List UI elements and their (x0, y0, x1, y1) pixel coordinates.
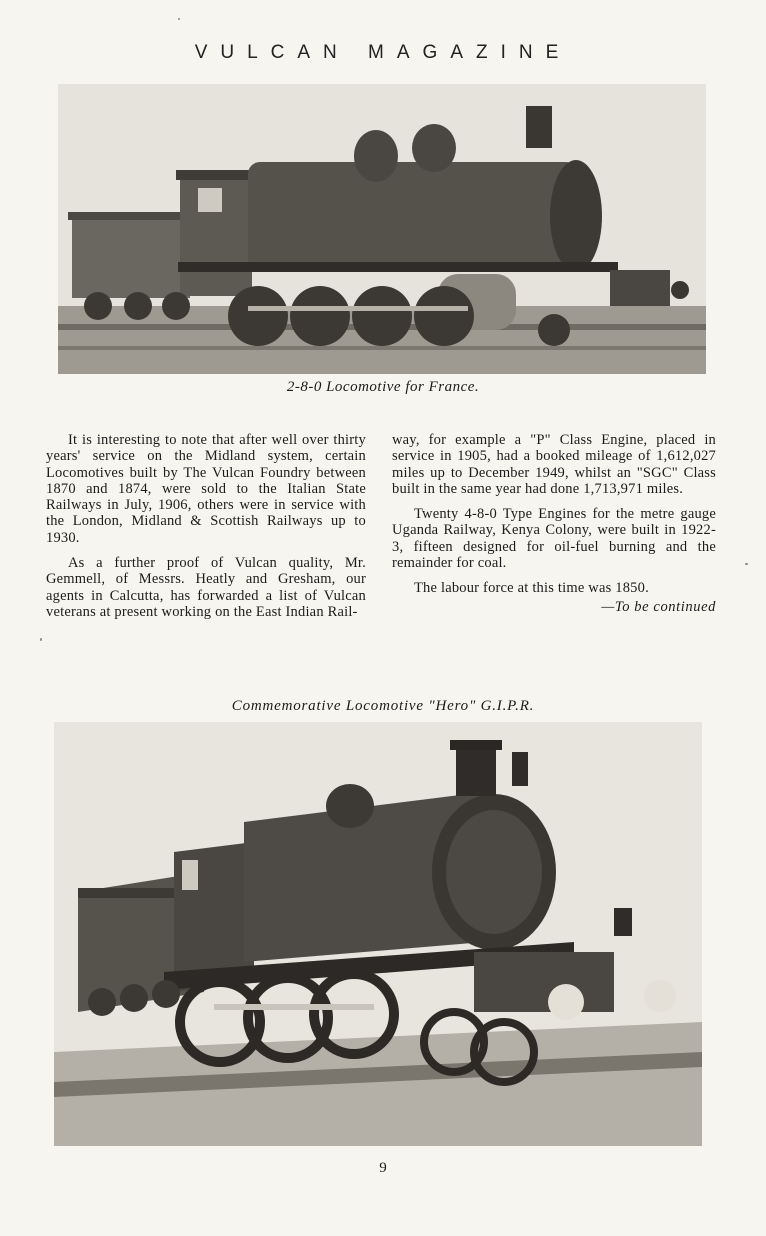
locomotive-photo-france (58, 84, 706, 374)
article-column-left (46, 432, 366, 629)
dust-speck (178, 18, 180, 20)
article-paragraph: As a further proof of Vulcan quality, Mr. Gemmell, of Messrs. Heatly and Gresham, our agents in Calcutta, has forwarded a list of Vulcan veterans at present working on the East Indian Rail- (46, 555, 366, 620)
locomotive-photo-hero (54, 722, 702, 1146)
dust-speck (745, 563, 748, 565)
article-column-right (392, 432, 716, 615)
dust-speck (40, 638, 42, 641)
article-paragraph: way, for example a "P" Class Engine, placed in service in 1905, had a booked mileage of 1,612,027 miles up to December 1949, whilst an "SGC" Class built in the same year had done 1,713,971 miles. (392, 432, 716, 497)
photo-caption-france: 2-8-0 Locomotive for France. (286, 379, 480, 395)
photo-caption-hero: Commemorative Locomotive "Hero" G.I.P.R. (231, 698, 535, 714)
page-number: 9 (379, 1160, 387, 1176)
to-be-continued-note: —To be continued (601, 598, 716, 615)
magazine-title: VULCAN MAGAZINE (194, 42, 572, 63)
article-paragraph: Twenty 4-8-0 Type Engines for the metre gauge Uganda Railway, Kenya Colony, were built in 1922-3, fifteen designed for oil-fuel burning and the remainder for coal. (392, 506, 716, 572)
article-paragraph: It is interesting to note that after well over thirty years' service on the Midland system, certain Locomotives built by The Vulcan Foundry between 1870 and 1874, were sold to the Italian State Railways in July, 1906, others were in service with the London, Midland & Scottish Railways up to 1930. (46, 432, 366, 546)
article-paragraph: The labour force at this time was 1850. (414, 580, 649, 597)
